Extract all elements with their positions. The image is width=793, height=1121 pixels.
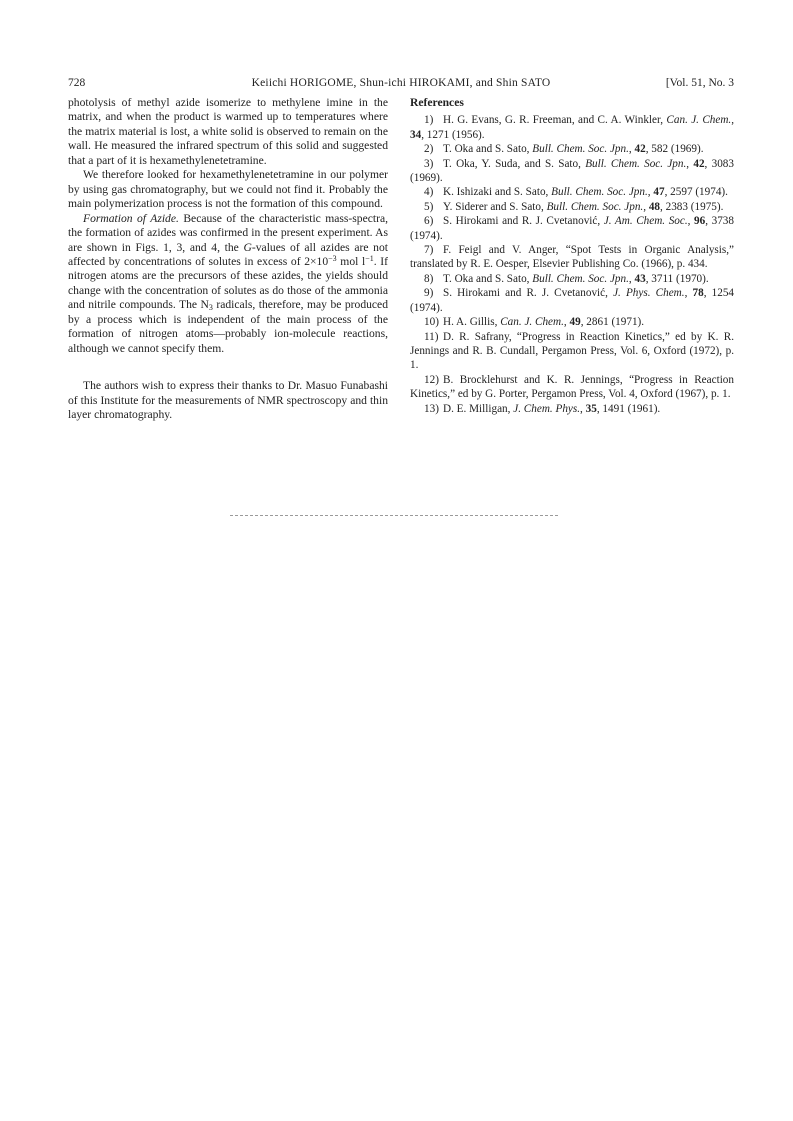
reference-tail: , 582 (1969). bbox=[645, 143, 704, 156]
volume-issue: [Vol. 51, No. 3 bbox=[665, 77, 734, 89]
reference-number: 12) bbox=[424, 373, 439, 386]
reference-item bbox=[410, 330, 734, 373]
reference-number: 9) bbox=[424, 287, 434, 300]
g-symbol: G bbox=[243, 240, 252, 254]
reference-item bbox=[410, 214, 734, 243]
reference-authors: T. Oka and S. Sato, bbox=[443, 272, 533, 285]
reference-volume: 48 bbox=[648, 200, 661, 213]
azide-text-d: . If nitrogen atoms are the precursors of these azides, the yields should change with the concentration of solutes as do those of the ammonia and nitrile compounds. The N bbox=[68, 254, 388, 312]
reference-journal: Bull. Chem. Soc. Jpn. bbox=[585, 157, 687, 170]
reference-number: 2) bbox=[424, 143, 434, 156]
left-column bbox=[68, 96, 388, 423]
reference-separator: , bbox=[687, 215, 695, 228]
reference-number: 10) bbox=[424, 316, 439, 329]
reference-number: 6) bbox=[424, 215, 434, 228]
reference-volume: 42 bbox=[634, 143, 646, 156]
reference-journal: Bull. Chem. Soc. Jpn. bbox=[551, 186, 648, 199]
reference-tail: , 1271 (1956). bbox=[421, 128, 485, 141]
reference-separator: , bbox=[628, 143, 635, 156]
reference-item bbox=[410, 200, 734, 214]
subscript-3: 3 bbox=[208, 303, 213, 313]
reference-number: 13) bbox=[424, 402, 439, 415]
reference-tail: , 3711 (1970). bbox=[645, 272, 709, 285]
reference-separator: , bbox=[563, 316, 570, 329]
reference-separator: , bbox=[647, 186, 654, 199]
reference-item bbox=[410, 286, 734, 315]
acknowledgement: The authors wish to express their thanks to Dr. Masuo Funabashi of this Institute for the measurements of NMR spectroscopy and thin layer chromatography. bbox=[68, 379, 388, 422]
references-column bbox=[410, 96, 734, 416]
reference-separator: , bbox=[731, 114, 735, 127]
reference-separator: , bbox=[684, 287, 693, 300]
reference-authors: K. Ishizaki and S. Sato, bbox=[443, 186, 552, 199]
reference-item bbox=[410, 185, 734, 199]
reference-authors: F. Feigl and V. Anger, “Spot Tests in Organic Analysis,” translated by R. E. Oesper, Elsevier Publishing Co. (1966), p. 434. bbox=[410, 244, 734, 271]
running-authors: Keiichi HORIGOME, Shun-ichi HIROKAMI, and Shin SATO bbox=[251, 77, 551, 89]
reference-journal: Bull. Chem. Soc. Jpn. bbox=[546, 200, 644, 213]
reference-volume: 78 bbox=[692, 287, 704, 300]
reference-authors: S. Hirokami and R. J. Cvetanović, bbox=[443, 287, 614, 300]
reference-journal: Bull. Chem. Soc. Jpn. bbox=[532, 272, 629, 285]
reference-tail: , 2597 (1974). bbox=[664, 186, 728, 199]
reference-authors: D. E. Milligan, bbox=[443, 402, 514, 415]
reference-volume: 43 bbox=[634, 272, 646, 285]
reference-volume: 49 bbox=[569, 316, 581, 329]
reference-tail: , 1491 (1961). bbox=[596, 402, 661, 415]
reference-item bbox=[410, 272, 734, 286]
reference-authors: H. A. Gillis, bbox=[443, 316, 501, 329]
reference-authors: Y. Siderer and S. Sato, bbox=[443, 200, 547, 213]
reference-authors: S. Hirokami and R. J. Cvetanović, bbox=[443, 215, 604, 228]
reference-item bbox=[410, 402, 734, 416]
reference-number: 4) bbox=[424, 186, 434, 199]
reference-item bbox=[410, 373, 734, 402]
reference-item bbox=[410, 243, 734, 272]
reference-item bbox=[410, 142, 734, 156]
reference-separator: , bbox=[643, 200, 649, 213]
reference-volume: 47 bbox=[653, 186, 665, 199]
azide-text-c: mol l bbox=[336, 254, 366, 268]
reference-item bbox=[410, 113, 734, 142]
exponent-1: −3 bbox=[328, 253, 337, 263]
reference-journal: Can. J. Chem. bbox=[666, 114, 732, 127]
reference-number: 8) bbox=[424, 272, 434, 285]
reference-number: 1) bbox=[424, 114, 434, 127]
running-header bbox=[68, 75, 734, 91]
azide-text-a: Because of the characteristic mass-spectra, the formation of azides was confirmed in the present experiment. As are shown in Figs. 1, 3, and 4, the bbox=[68, 211, 389, 254]
reference-number: 5) bbox=[424, 200, 434, 213]
section-label: Formation of Azide. bbox=[83, 211, 179, 225]
reference-volume: 96 bbox=[694, 215, 706, 228]
reference-authors: B. Brocklehurst and K. R. Jennings, “Progress in Reaction Kinetics,” ed by G. Porter, Pergamon Press, Vol. 4, Oxford (1967), p. 1. bbox=[410, 373, 734, 401]
reference-journal: J. Chem. Phys. bbox=[513, 402, 581, 415]
paragraph-continued: photolysis of methyl azide isomerize to methylene imine in the matrix, and when the product is warmed up to temperatures where the matrix material is lost, a white solid is observed to remain on the wall. He measured the infrared spectrum of this solid and suggested that a part of it is hexamethylenetetramine. bbox=[68, 96, 388, 167]
reference-number: 7) bbox=[424, 244, 434, 257]
reference-separator: , bbox=[580, 402, 586, 415]
reference-tail: , 3738 (1974). bbox=[410, 215, 734, 242]
references-heading: References bbox=[410, 96, 464, 109]
reference-journal: Can. J. Chem. bbox=[500, 316, 564, 329]
paragraph-formation-of-azide bbox=[68, 212, 388, 357]
reference-authors: T. Oka and S. Sato, bbox=[443, 143, 533, 156]
azide-text-b: -values of all azides are not affected by concentrations of solutes in excess of 2×10 bbox=[68, 240, 388, 268]
reference-volume: 42 bbox=[693, 157, 705, 170]
reference-volume: 35 bbox=[585, 402, 597, 415]
paragraph-hexamethylenetetramine: We therefore looked for hexamethylenetetramine in our polymer by using gas chromatography, but we could not find it. Probably the main polymerization process is not the formation of this compound. bbox=[68, 168, 388, 211]
azide-text-e: radicals, therefore, may be produced by a process which is independent of the main process of the formation of nitrogen atoms—probably ion-molecule reactions, although we cannot specify them. bbox=[68, 298, 388, 355]
reference-item bbox=[410, 315, 734, 329]
exponent-2: −1 bbox=[365, 253, 374, 263]
reference-authors: H. G. Evans, G. R. Freeman, and C. A. Winkler, bbox=[443, 114, 667, 127]
reference-tail: , 2383 (1975). bbox=[660, 200, 724, 213]
reference-separator: , bbox=[628, 272, 635, 285]
reference-item bbox=[410, 157, 734, 186]
reference-authors: D. R. Safrany, “Progress in Reaction Kinetics,” ed by K. R. Jennings and R. B. Cundall, Pergamon Press, Vol. 6, Oxford (1972), p. 1. bbox=[410, 330, 734, 372]
reference-tail: , 3083 (1969). bbox=[410, 157, 734, 185]
reference-journal: J. Phys. Chem. bbox=[613, 287, 685, 300]
reference-list bbox=[410, 113, 734, 416]
footer-rule bbox=[230, 515, 558, 516]
reference-journal: Bull. Chem. Soc. Jpn. bbox=[532, 143, 629, 156]
reference-tail: , 2861 (1971). bbox=[580, 316, 645, 329]
reference-number: 11) bbox=[424, 330, 439, 343]
reference-tail: , 1254 (1974). bbox=[410, 287, 734, 314]
page-number: 728 bbox=[68, 77, 86, 89]
reference-journal: J. Am. Chem. Soc. bbox=[603, 215, 688, 228]
reference-number: 3) bbox=[424, 157, 434, 170]
reference-volume: 34 bbox=[410, 128, 422, 141]
reference-authors: T. Oka, Y. Suda, and S. Sato, bbox=[443, 157, 586, 170]
reference-separator: , bbox=[686, 157, 694, 170]
